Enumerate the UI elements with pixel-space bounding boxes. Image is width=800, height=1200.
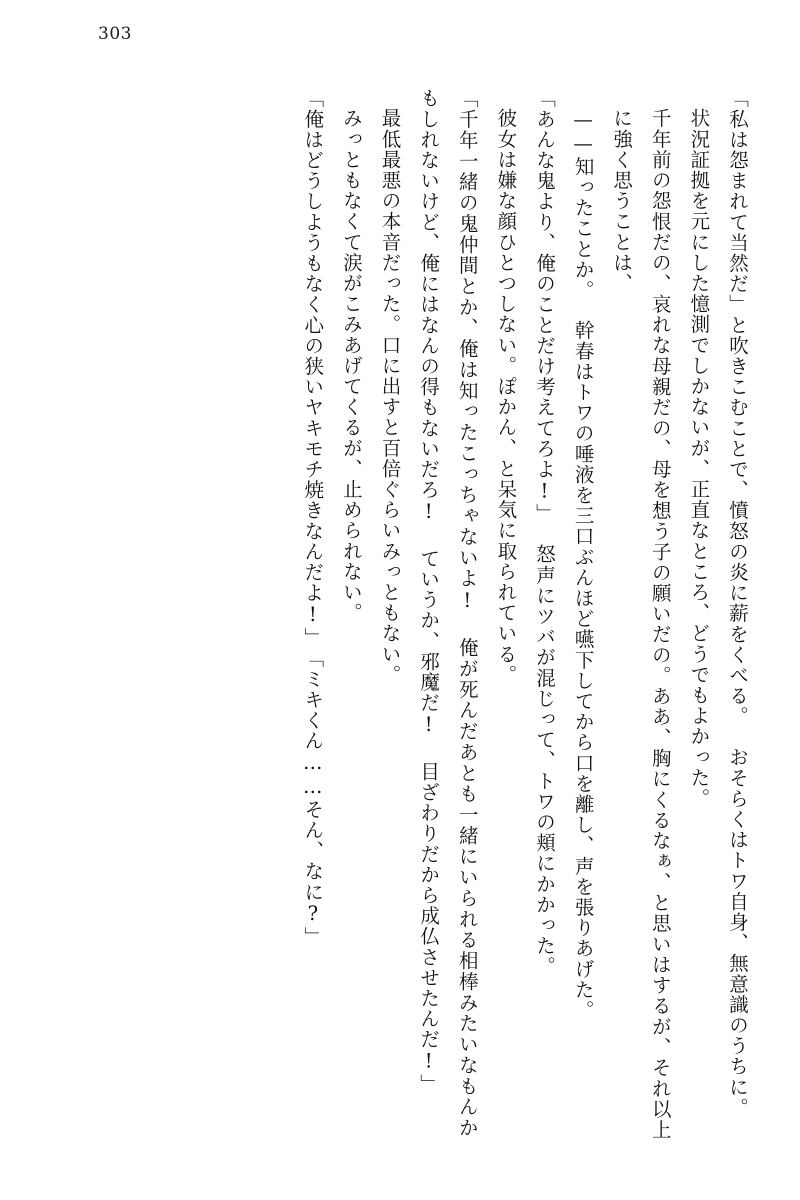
paragraph: 「あんな鬼より、俺のことだけ考えてろよ!」 — [532, 88, 556, 525]
paragraph: ——知ったことか。 — [571, 108, 595, 301]
paragraph: 「ミキくん……そん、なに?」 — [301, 647, 325, 947]
paragraph: 彼女は嫌な顔ひとつしない。ぽかん、と呆気に取られている。 — [494, 108, 518, 685]
paragraph: 怒声にツバが混じって、トワの頬にかかった。 — [532, 544, 556, 977]
paragraph: 「千年一緒の鬼仲間とか、俺は知ったこっちゃないよ! 俺が死んだあとも一緒にいられる相棒みたいなもんかもしれないけど、俺にはなんの得もないだろ! ていうか、邪魔だ! 目ざわりだから成仏させたんだ!」 — [417, 88, 479, 1138]
paragraph: 「私は怨まれて当然だ」と吹きこむことで、憤怒の炎に薪をくべる。 — [726, 88, 749, 727]
paragraph: 「俺はどうしようもなく心の狭いヤキモチ焼きなんだよ!」 — [301, 88, 325, 648]
paragraph: 最低最悪の本音だった。口に出すと百倍ぐらいみっともない。 — [378, 108, 402, 685]
paragraph: 状況証拠を元にした憶測でしかないが、正直なところ、どうでもよかった。 — [687, 108, 711, 809]
page-number: 303 — [98, 24, 132, 44]
paragraph: 千年前の怨恨だの、哀れな母親だの、母を想う子の願いだの。ああ、胸にくるなぁ、と思いはするが、それ以上に強く思うことは、 — [610, 108, 672, 1140]
paragraph: おそらくはトワ自身、無意識のうちに。 — [726, 746, 749, 1118]
page-text-body — [44, 88, 756, 1140]
paragraph: みっともなくて涙がこみあげてくるが、止められない。 — [339, 108, 363, 623]
paragraph: 幹春はトワの唾液を三口ぶんほど嚥下してから口を離し、声を張りあげた。 — [571, 320, 595, 1021]
